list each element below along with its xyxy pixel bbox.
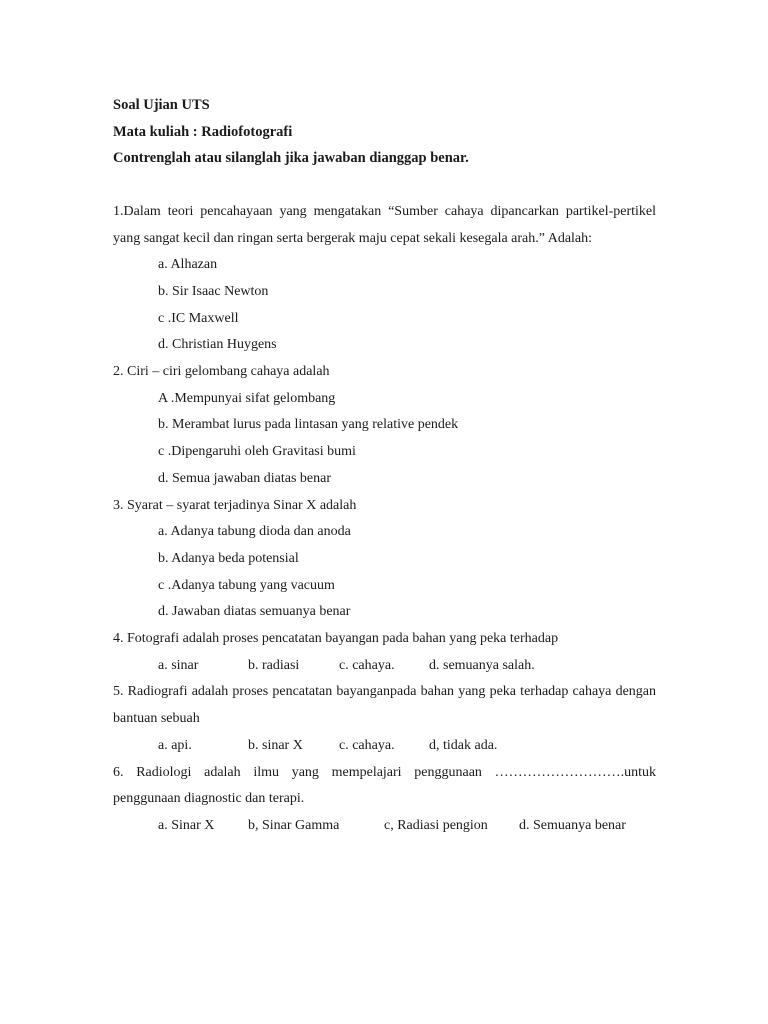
option-b: b. Sir Isaac Newton xyxy=(158,283,269,299)
question-2 xyxy=(113,359,656,493)
spacer xyxy=(113,172,656,199)
option-c: c. cahaya. xyxy=(339,657,395,673)
option-a: a. sinar xyxy=(158,657,199,673)
option-c: c .Dipengaruhi oleh Gravitasi bumi xyxy=(158,444,356,460)
option-d: d. semuanya salah. xyxy=(429,657,535,673)
option-row xyxy=(113,653,656,680)
option-b: b. Adanya beda potensial xyxy=(158,550,299,566)
question-1 xyxy=(113,199,656,359)
option-d: d, tidak ada. xyxy=(429,737,498,753)
option-b: b, Sinar Gamma xyxy=(248,817,340,833)
option-c: c .Adanya tabung yang vacuum xyxy=(158,577,335,593)
course-name: Mata kuliah : Radiofotografi xyxy=(113,123,293,140)
question-text: 5. Radiografi adalah proses pencatatan bayanganpada bahan yang peka terhadap cahaya dengan bantuan sebuah xyxy=(113,684,656,727)
option-b: b. Merambat lurus pada lintasan yang relative pendek xyxy=(158,417,459,433)
exam-instruction: Contrenglah atau silanglah jika jawaban dianggap benar. xyxy=(113,150,469,167)
question-text: 1.Dalam teori pencahayaan yang mengatakan “Sumber cahaya dipancarkan partikel-pertikel yang sangat kecil dan ringan serta bergerak maju cepat sekali kesegala arah.” Adalah: xyxy=(113,203,656,246)
option-c: c, Radiasi pengion xyxy=(384,817,488,833)
option-row xyxy=(113,733,656,760)
option-c: c. cahaya. xyxy=(339,737,395,753)
option-d: d. Jawaban diatas semuanya benar xyxy=(158,604,351,620)
option-b: b. sinar X xyxy=(248,737,303,753)
question-4 xyxy=(113,626,656,679)
question-text: 3. Syarat – syarat terjadinya Sinar X adalah xyxy=(113,497,357,513)
question-text: 6. Radiologi adalah ilmu yang mempelajari penggunaan ……………………….untuk penggunaan diagnostic dan terapi. xyxy=(113,764,656,807)
option-row xyxy=(113,813,656,840)
option-a: a. api. xyxy=(158,737,192,753)
question-text: 4. Fotografi adalah proses pencatatan bayangan pada bahan yang peka terhadap xyxy=(113,631,559,647)
option-a: A .Mempunyai sifat gelombang xyxy=(158,390,336,406)
option-c: c .IC Maxwell xyxy=(158,310,239,326)
option-a: a. Alhazan xyxy=(158,257,218,273)
exam-document xyxy=(113,92,656,840)
question-text: 2. Ciri – ciri gelombang cahaya adalah xyxy=(113,364,330,380)
question-5 xyxy=(113,679,656,759)
option-d: d. Christian Huygens xyxy=(158,337,277,353)
option-b: b. radiasi xyxy=(248,657,300,673)
exam-title: Soal Ujian UTS xyxy=(113,97,210,113)
option-a: a. Sinar X xyxy=(158,817,215,833)
option-d: d. Semua jawaban diatas benar xyxy=(158,470,331,486)
option-a: a. Adanya tabung dioda dan anoda xyxy=(158,524,351,540)
question-3 xyxy=(113,493,656,627)
question-6 xyxy=(113,760,656,840)
option-d: d. Semuanya benar xyxy=(519,817,626,833)
